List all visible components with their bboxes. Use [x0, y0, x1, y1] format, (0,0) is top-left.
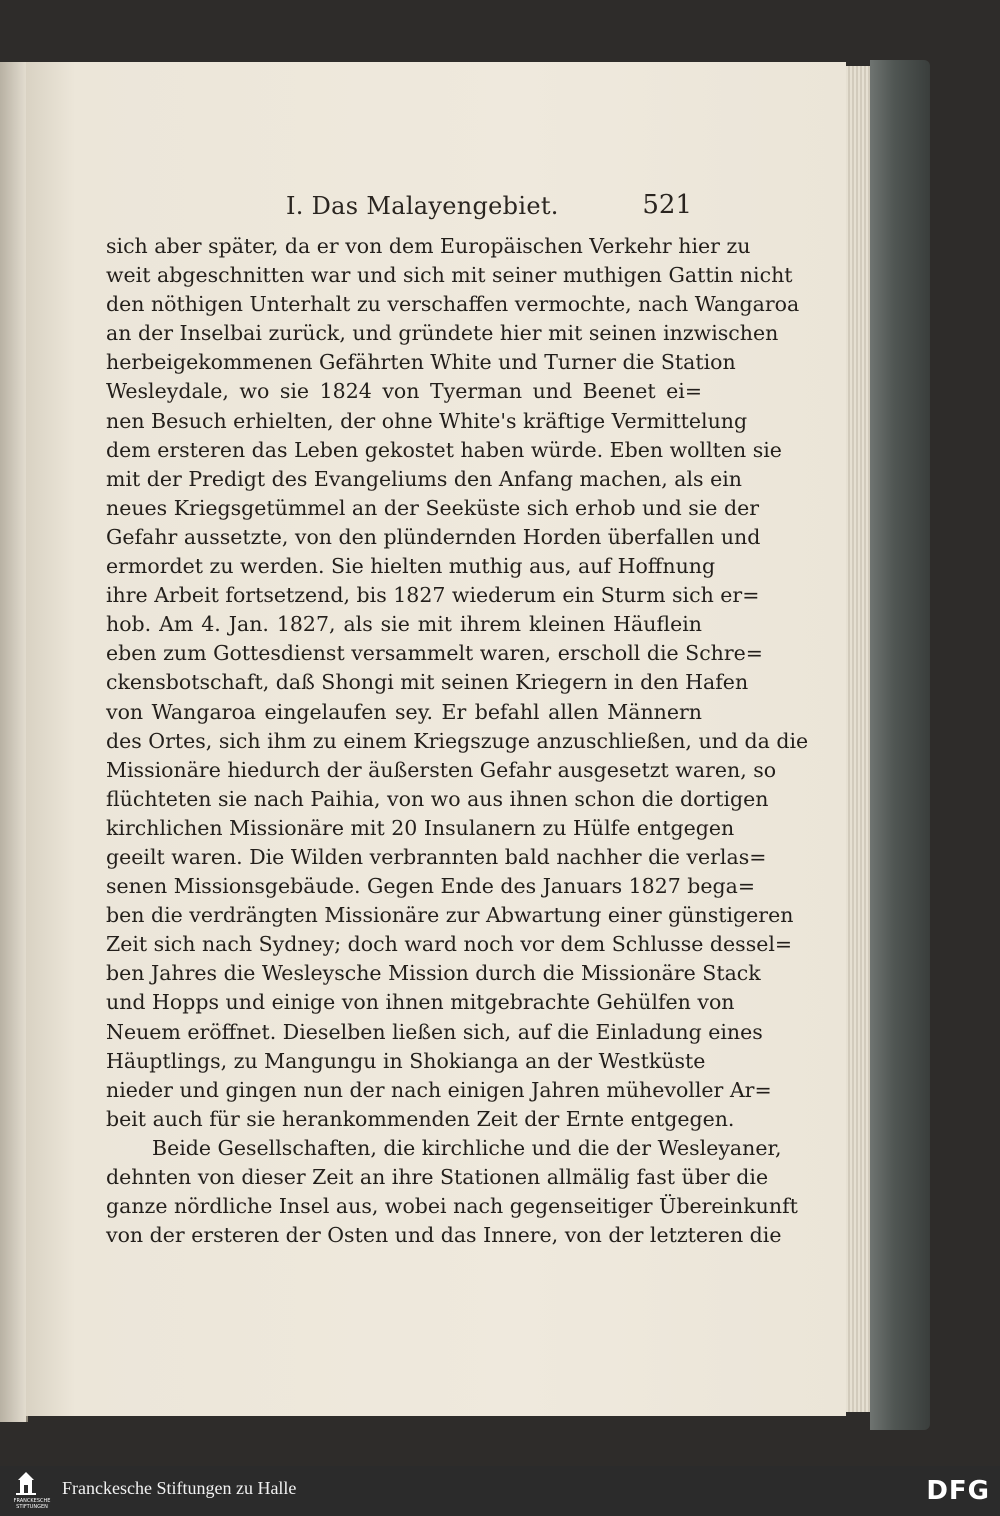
text-line: sich aber später, da er von dem Europäischen Verkehr hier zu: [106, 234, 751, 258]
text-line: eben zum Gottesdienst versammelt waren, erscholl die Schre=: [106, 641, 763, 666]
page-header: [106, 186, 692, 226]
text-line: herbeigekommenen Gefährten White und Turner die Station: [106, 350, 736, 375]
building-icon: [6, 1470, 46, 1496]
dfg-logo: DFG: [926, 1476, 990, 1506]
text-line: des Ortes, sich ihm zu einem Kriegszuge anzuschließen, und da die: [106, 728, 809, 753]
book-cover: [870, 60, 930, 1430]
text-line: ben Jahres die Wesleysche Mission durch die Missionäre Stack: [106, 961, 761, 986]
text-line: dem ersteren das Leben gekostet haben würde. Eben wollten sie: [106, 437, 782, 462]
page-number: 521: [642, 190, 692, 220]
text-line: beit auch für sie herankommenden Zeit der Ernte entgegen.: [106, 1106, 735, 1131]
text-line: hob. Am 4. Jan. 1827, als sie mit ihrem kleinen Häuflein: [106, 612, 702, 637]
text-line: ckensbotschaft, daß Shongi mit seinen Kriegern in den Hafen: [106, 670, 749, 695]
text-line: von der ersteren der Osten und das Innere, von der letzteren die: [106, 1223, 782, 1248]
text-line: Neuem eröffnet. Dieselben ließen sich, auf die Einladung eines: [106, 1019, 763, 1044]
text-line: den nöthigen Unterhalt zu verschaffen vermochte, nach Wangaroa: [106, 292, 800, 317]
running-head: I. Das Malayengebiet.: [286, 192, 559, 220]
text-line: ihre Arbeit fortsetzend, bis 1827 wiederum ein Sturm sich er=: [106, 583, 760, 608]
left-page-edge: [0, 62, 28, 1422]
viewer-footer: [0, 1466, 1000, 1516]
text-line: neues Kriegsgetümmel an der Seeküste sich erhob und sie der: [106, 495, 759, 520]
logo-caption: FRANCKESCHE STIFTUNGEN: [13, 1498, 51, 1510]
text-line: geeilt waren. Die Wilden verbrannten bald nachher die verlas=: [106, 844, 767, 869]
text-line: ganze nördliche Insel aus, wobei nach gegenseitiger Übereinkunft: [106, 1194, 798, 1219]
text-line: und Hopps und einige von ihnen mitgebrachte Gehülfen von: [106, 990, 735, 1015]
text-line: Wesleydale, wo sie 1824 von Tyerman und Beenet ei=: [106, 379, 702, 404]
text-line: Zeit sich nach Sydney; doch ward noch vor dem Schlusse dessel=: [106, 932, 793, 957]
text-line: dehnten von dieser Zeit an ihre Stationen allmälig fast über die: [106, 1165, 769, 1189]
text-line: Missionäre hiedurch der äußersten Gefahr ausgesetzt waren, so: [106, 757, 777, 782]
body-text: [106, 232, 809, 1250]
text-line: mit der Predigt des Evangeliums den Anfang machen, als ein: [106, 466, 742, 491]
text-line: kirchlichen Missionäre mit 20 Insulanern zu Hülfe entgegen: [106, 815, 735, 840]
text-line: flüchteten sie nach Paihia, von wo aus ihnen schon die dortigen: [106, 786, 769, 811]
text-line: senen Missionsgebäude. Gegen Ende des Januars 1827 bega=: [106, 874, 756, 899]
institution-logo: [6, 1470, 51, 1512]
text-line: Beide Gesellschaften, die kirchliche und die der Wesleyaner,: [152, 1135, 782, 1160]
text-line: Häuptlings, zu Mangungu in Shokianga an der Westküste: [106, 1048, 706, 1073]
text-line: nieder und gingen nun der nach einigen Jahren mühevoller Ar=: [106, 1077, 772, 1102]
text-line: ermordet zu werden. Sie hielten muthig aus, auf Hoffnung: [106, 554, 716, 579]
page-fore-edge: [846, 66, 870, 1412]
text-line: an der Inselbai zurück, und gründete hier mit seinen inzwischen: [106, 321, 779, 346]
text-line: von Wangaroa eingelaufen sey. Er befahl allen Männern: [106, 699, 702, 724]
text-line: nen Besuch erhielten, der ohne White's kräftige Vermittelung: [106, 408, 748, 433]
text-line: weit abgeschnitten war und sich mit seiner muthigen Gattin nicht: [106, 263, 793, 288]
institution-link[interactable]: Franckesche Stiftungen zu Halle: [62, 1478, 297, 1498]
text-line: Gefahr aussetzte, von den plündernden Horden überfallen und: [106, 524, 761, 549]
text-line: ben die verdrängten Missionäre zur Abwartung einer günstigeren: [106, 903, 794, 928]
